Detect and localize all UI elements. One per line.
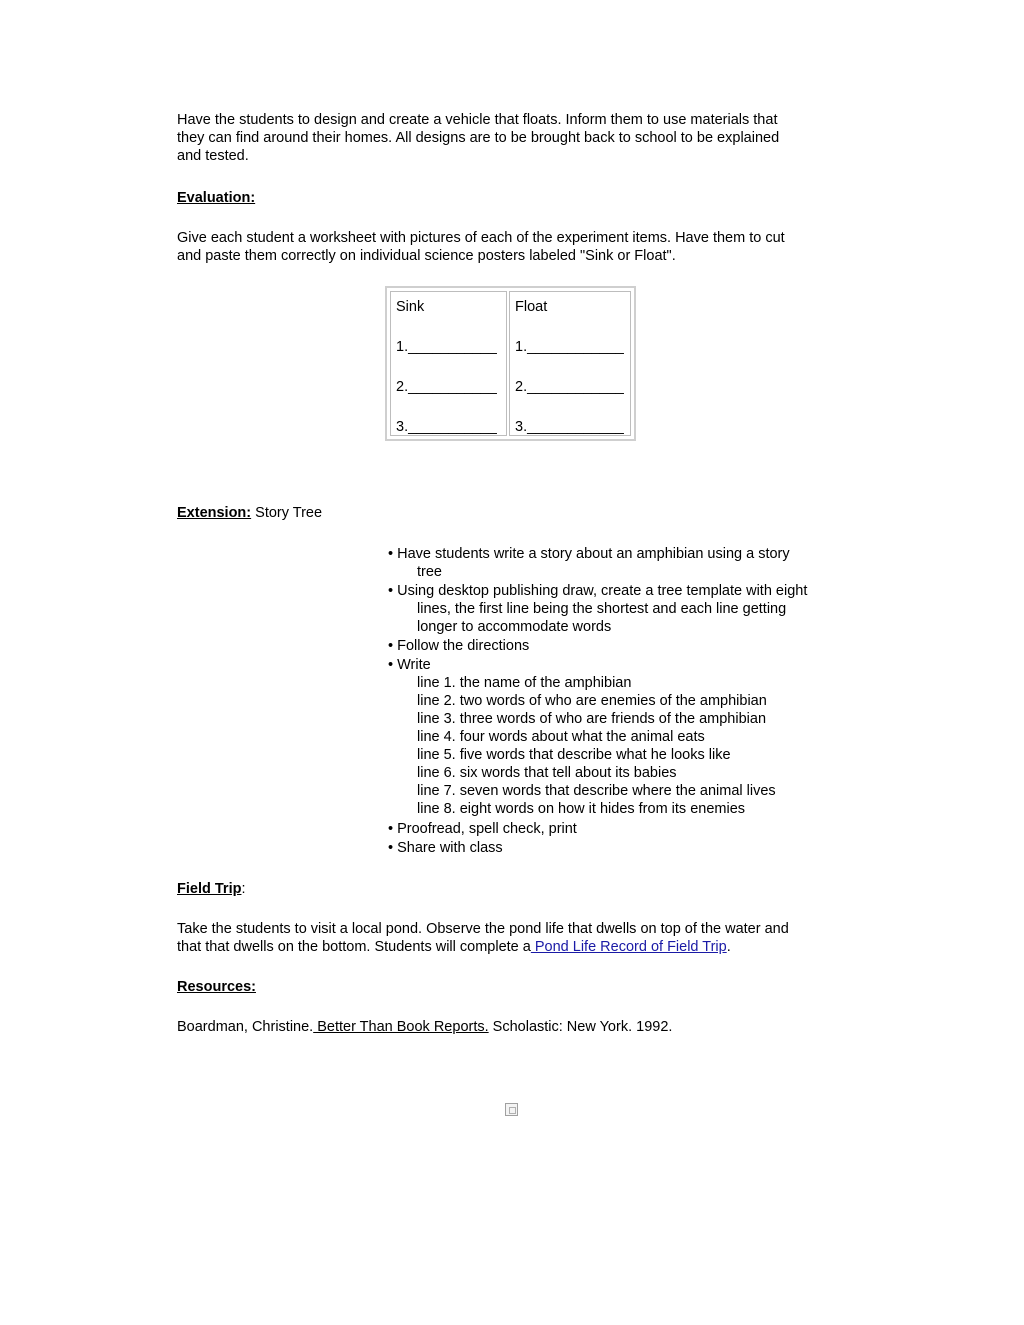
bullet-text: • Write (388, 657, 431, 673)
float-row-1: 1.____________ (515, 339, 624, 355)
bullet-share (388, 839, 858, 857)
sink-header: Sink (396, 299, 425, 315)
field-trip-text: that that dwells on the bottom. Students will complete a (177, 939, 531, 955)
sink-float-table (385, 286, 636, 441)
sink-row-2: 2.___________ (396, 379, 497, 395)
bullet-desktop-publishing (388, 582, 858, 636)
bullet-text: • Using desktop publishing draw, create a tree template with eight (388, 583, 808, 599)
tree-line-item: line 3. three words of who are friends of the amphibian (417, 711, 767, 727)
tree-line-item: line 5. five words that describe what he looks like (417, 747, 731, 763)
field-trip-heading-line (177, 880, 857, 898)
field-trip-line-2 (177, 938, 857, 956)
evaluation-line-2: and paste them correctly on individual science posters labeled "Sink or Float". (177, 248, 676, 264)
intro-line-2: they can find around their homes. All designs are to be brought back to school to be explained (177, 130, 780, 146)
citation-title: Better Than Book Reports. (313, 1019, 489, 1035)
bullet-follow-directions (388, 637, 858, 655)
bullet-proofread (388, 820, 858, 838)
bullet-text: • Have students write a story about an amphibian using a story (388, 546, 790, 562)
float-column (509, 291, 631, 436)
field-trip-period: . (726, 939, 731, 955)
tree-line-item: line 4. four words about what the animal eats (417, 729, 705, 745)
sink-row-3: 3.___________ (396, 419, 497, 435)
extension-heading: Extension: (177, 505, 252, 521)
sink-column (390, 291, 507, 436)
pond-life-record-link[interactable]: Pond Life Record of Field Trip (530, 939, 727, 955)
intro-line-1: Have the students to design and create a vehicle that floats. Inform them to use materials that (177, 112, 778, 128)
extension-title: Story Tree (251, 505, 323, 521)
bullet-text: • Proofread, spell check, print (388, 821, 577, 837)
tree-line-item: line 8. eight words on how it hides from its enemies (417, 801, 746, 817)
resources-heading: Resources: (177, 979, 256, 995)
float-row-2: 2.____________ (515, 379, 624, 395)
intro-paragraph (177, 111, 857, 165)
evaluation-heading: Evaluation: (177, 190, 256, 206)
extension-bullet-list (388, 545, 858, 857)
field-trip-heading: Field Trip (177, 881, 242, 897)
citation-author: Boardman, Christine. (177, 1019, 314, 1035)
citation-publisher: Scholastic: New York. 1992. (488, 1019, 673, 1035)
field-trip-paragraph (177, 920, 857, 956)
tree-line-item: line 1. the name of the amphibian (417, 675, 632, 691)
bullet-write-story (388, 545, 858, 581)
evaluation-line-1: Give each student a worksheet with pictures of each of the experiment items. Have them to cut (177, 230, 785, 246)
resources-citation (177, 1018, 857, 1036)
bullet-text: • Share with class (388, 840, 503, 856)
float-header: Float (515, 299, 548, 315)
tree-line-item: line 6. six words that tell about its babies (417, 765, 677, 781)
bullet-continuation: longer to accommodate words (417, 619, 612, 635)
tree-line-item: line 2. two words of who are enemies of the amphibian (417, 693, 767, 709)
intro-line-3: and tested. (177, 148, 249, 164)
float-row-3: 3.____________ (515, 419, 624, 435)
evaluation-paragraph (177, 229, 857, 265)
bullet-write (388, 656, 858, 818)
tree-line-item: line 7. seven words that describe where the animal lives (417, 783, 776, 799)
field-trip-line-1: Take the students to visit a local pond. Observe the pond life that dwells on top of the water and (177, 921, 789, 937)
sink-row-1: 1.___________ (396, 339, 497, 355)
bullet-continuation: lines, the first line being the shortest and each line getting (417, 601, 787, 617)
field-trip-colon: : (241, 881, 246, 897)
bullet-text: • Follow the directions (388, 638, 530, 654)
extension-title-line (177, 504, 857, 522)
bullet-continuation: tree (417, 564, 442, 580)
broken-image-icon (505, 1103, 518, 1116)
